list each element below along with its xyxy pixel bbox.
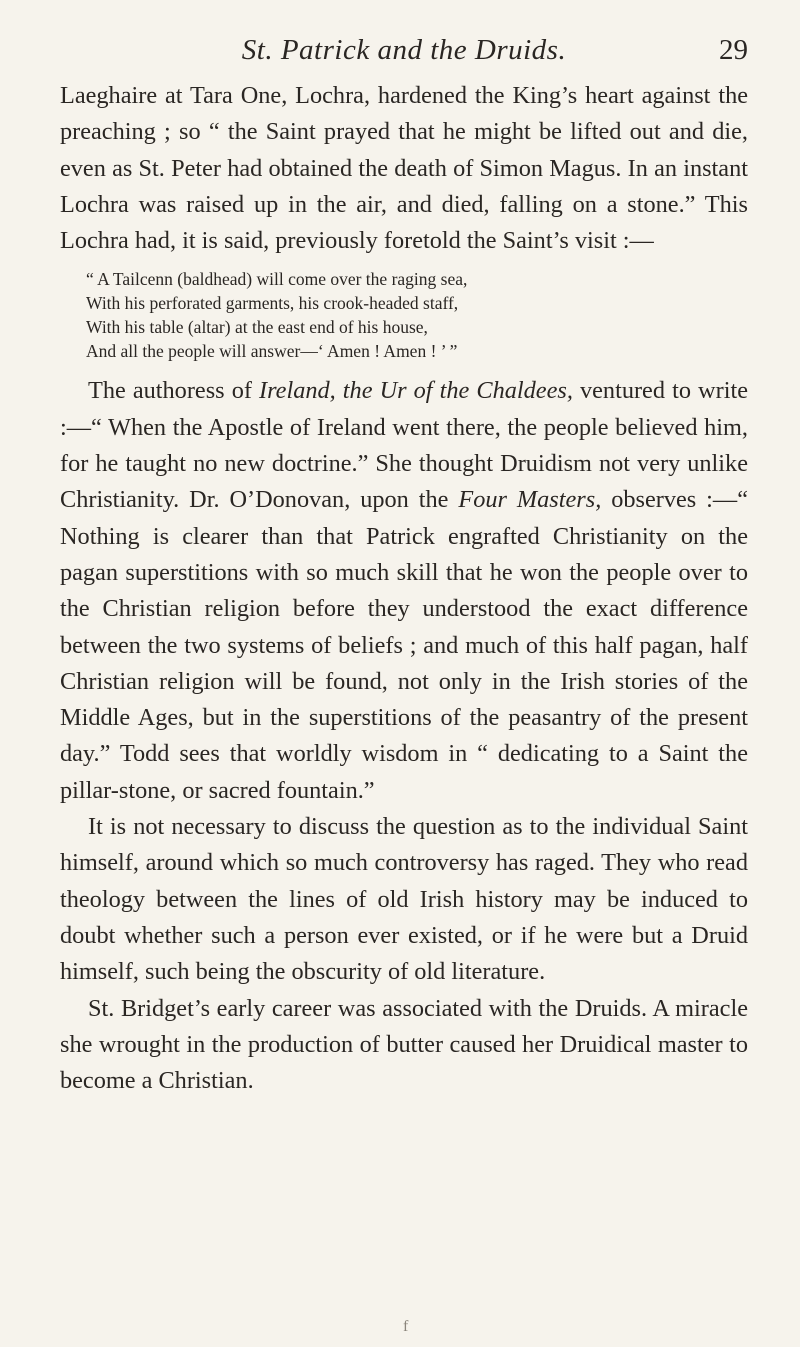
book-title-ireland: Ireland, the Ur of the Chaldees, xyxy=(259,377,573,405)
paragraph-authoress xyxy=(60,373,748,809)
text-run: observes :—“ Nothing is clearer than that Patrick engrafted Christianity on the pagan superstitions with so much skill that he won the people over to the Christian religion before they understood the exact difference between the two systems of beliefs ; and much of this half pagan, half Christian religion will be found, not only in the Irish stories of the Middle Ages, but in the superstitions of the peasantry of the present day.” Todd sees that worldly wisdom in “ dedicating to a Saint the pillar-stone, or sacred fountain.” xyxy=(60,486,749,804)
stray-mark: f xyxy=(403,1318,409,1335)
paragraph-bridget: St. Bridget’s early career was associated with the Druids. A miracle she wrought in the production of butter caused her Druidical master to become a Christian. xyxy=(60,994,748,1095)
prophecy-verse xyxy=(86,267,748,363)
paragraph-saint-question: It is not necessary to discuss the question as to the individual Saint himself, around which so much controversy has raged. They who read theology between the lines of old Irish history may be induced to doubt whether such a person ever existed, or if he were but a Druid himself, such being the obscurity of old literature. xyxy=(60,813,748,986)
paragraph-lochra: Laeghaire at Tara One, Lochra, hardened the King’s heart against the preaching ; so “ the Saint prayed that he might be lifted out and die, even as St. Peter had obtained the death of Simon Magus. In an instant Lochra was raised up in the air, and died, falling on a stone.” This Lochra had, it is said, previously foretold the Saint’s visit :— xyxy=(60,82,748,255)
page-header xyxy=(60,26,748,76)
page-body xyxy=(60,78,748,1099)
verse-line: With his perforated garments, his crook-headed staff, xyxy=(86,293,459,314)
text-run: ventured to write :—“ When the Apostle of Ireland went there, the people believed him, for he taught no new doctrine.” She thought Druidism not very unlike Christianity. Dr. O’Donovan, upon the xyxy=(60,377,748,514)
text-run: The authoress of xyxy=(88,377,260,405)
page-number: 29 xyxy=(719,34,748,66)
verse-line: And all the people will answer—‘ Amen ! Amen ! ’ ” xyxy=(86,341,458,362)
running-title: St. Patrick and the Druids. xyxy=(241,34,567,66)
book-title-four-masters: Four Masters, xyxy=(458,486,602,514)
verse-line: With his table (altar) at the east end of his house, xyxy=(86,317,428,338)
verse-line: “ A Tailcenn (baldhead) will come over the raging sea, xyxy=(86,269,468,290)
